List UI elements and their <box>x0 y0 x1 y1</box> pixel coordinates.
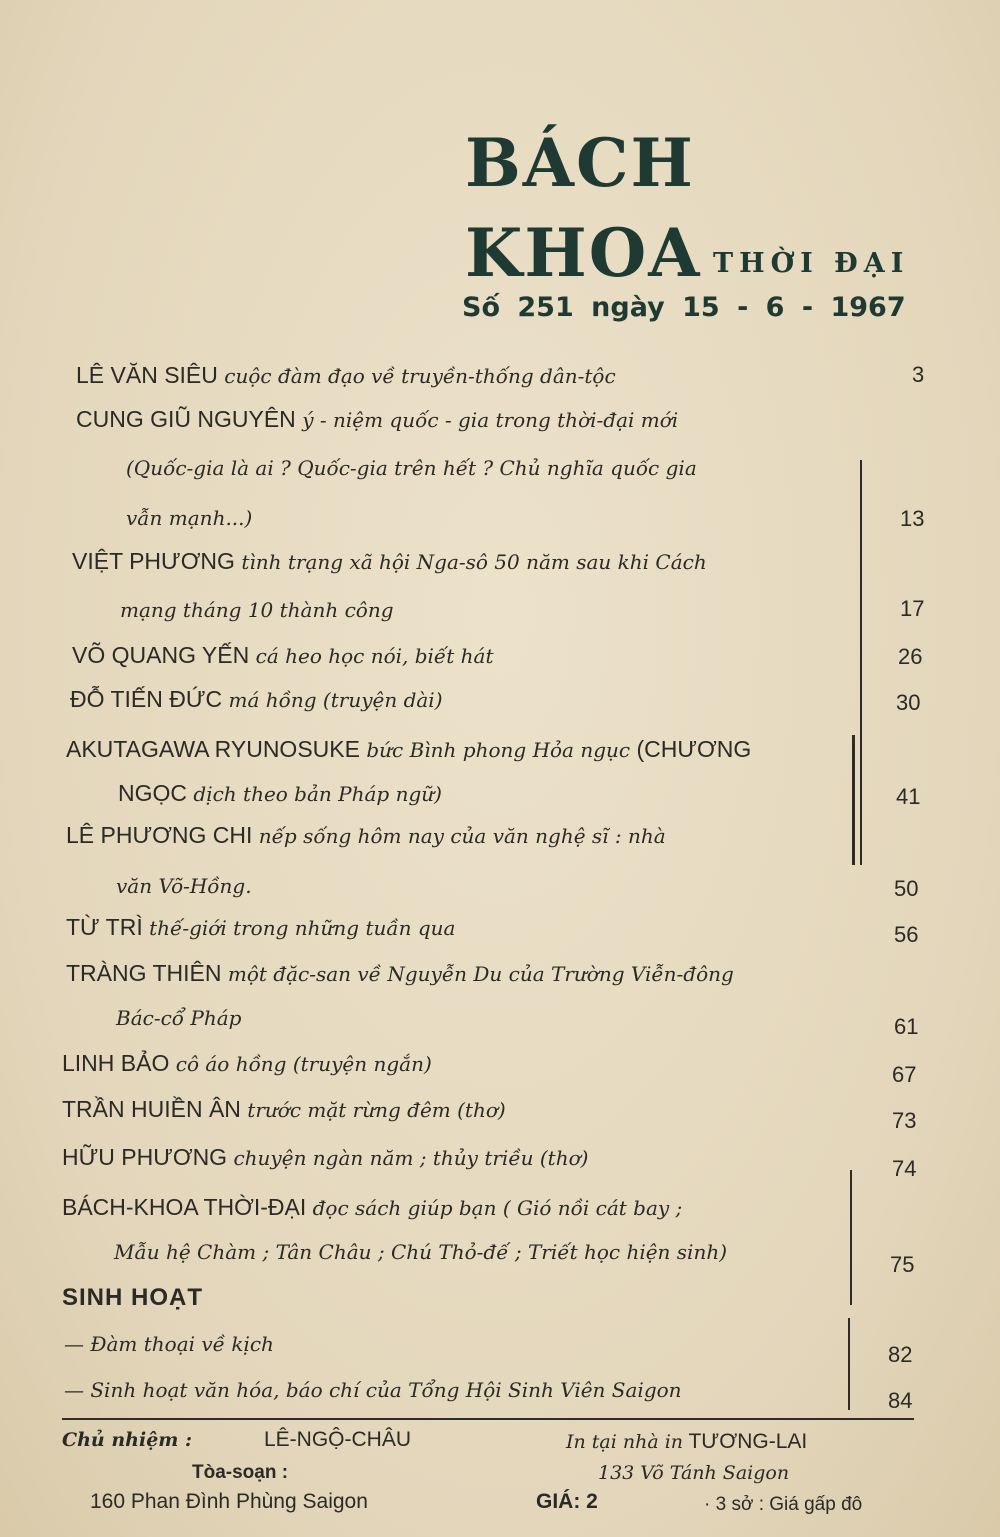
in-tai-printer: TƯƠNG-LAI <box>688 1430 808 1453</box>
toc-entry <box>76 406 678 433</box>
toc-title: thế-giới trong những tuần qua <box>149 916 456 940</box>
toc-title: cuộc đàm đạo về truyền-thống dân-tộc <box>224 364 616 388</box>
toc-continuation: (Quốc-gia là ai ? Quốc-gia trên hết ? Chủ nghĩa quốc gia <box>126 456 697 480</box>
vertical-rule <box>848 1318 850 1410</box>
toc-author: BÁCH-KHOA THỜI-ĐẠI <box>62 1194 307 1220</box>
toc-title: cá heo học nói, biết hát <box>255 644 494 668</box>
toc-entry <box>66 960 734 987</box>
toa-soan-address: 160 Phan Đình Phùng Saigon <box>90 1490 368 1513</box>
section-item-page: 82 <box>888 1342 913 1367</box>
toc-entry <box>62 1050 432 1077</box>
toc-title: cô áo hồng (truyện ngắn) <box>175 1052 432 1076</box>
toc-entry <box>66 914 455 941</box>
toc-title: má hồng (truyện dài) <box>228 688 443 712</box>
toc-author: VIỆT PHƯƠNG <box>72 548 235 574</box>
masthead-subtitle: THỜI ĐẠI <box>713 248 910 279</box>
toc-continuation <box>118 780 442 807</box>
toc-title: đọc sách giúp bạn ( Gió nồi cát bay ; <box>312 1196 683 1220</box>
issue-line: Số 251 ngày 15 - 6 - 1967 <box>462 292 906 323</box>
chu-nhiem-label: Chủ nhiệm : <box>62 1429 193 1451</box>
toc-translator: (CHƯƠNG <box>636 736 752 762</box>
toc-author: HỮU PHƯƠNG <box>62 1144 228 1170</box>
vertical-rule <box>852 735 855 865</box>
vertical-rule <box>850 1170 852 1305</box>
toc-page-number: 41 <box>896 784 921 809</box>
toc-title: ý - niệm quốc - gia trong thời-đại mới <box>302 408 679 432</box>
toc-author: CUNG GIŨ NGUYÊN <box>76 406 296 432</box>
masthead-line-2: KHOA <box>465 214 702 292</box>
price: GIÁ: 2 <box>536 1490 598 1513</box>
toc-page-number: 13 <box>900 506 925 531</box>
section-item-page: 84 <box>888 1388 913 1413</box>
toc-page-number: 61 <box>894 1014 919 1039</box>
toc-title: bức Bình phong Hỏa ngục <box>366 738 631 762</box>
toc-page-number: 75 <box>890 1252 915 1277</box>
toc-title: tình trạng xã hội Nga-sô 50 năm sau khi Cách <box>241 550 707 574</box>
toc-author: ĐỖ TIẾN ĐỨC <box>70 686 223 712</box>
toc-entry <box>62 1144 588 1171</box>
toc-entry <box>70 686 443 713</box>
masthead-line-1: BÁCH <box>465 124 695 202</box>
vertical-rule <box>860 460 862 865</box>
toc-page-number: 3 <box>912 362 925 387</box>
toc-page-number: 26 <box>898 644 923 669</box>
toc-entry <box>76 362 616 389</box>
toc-author: TRÀNG THIÊN <box>66 960 222 986</box>
toc-author: TRẦN HUIỀN ÂN <box>62 1096 241 1122</box>
toc-entry <box>66 736 751 763</box>
toc-author: AKUTAGAWA RYUNOSUKE <box>66 736 360 762</box>
toc-page-number: 30 <box>896 690 921 715</box>
toc-continuation: văn Võ-Hồng. <box>116 874 252 898</box>
price-note: · 3 sở : Giá gấp đô <box>704 1494 863 1515</box>
toc-author: TỪ TRÌ <box>66 914 143 940</box>
toc-continuation: vẫn mạnh...) <box>126 506 253 530</box>
toc-continuation: mạng tháng 10 thành công <box>120 598 394 622</box>
toc-page-number: 50 <box>894 876 919 901</box>
toc-entry <box>62 1194 682 1221</box>
in-tai-line <box>566 1430 807 1454</box>
toc-page-number: 67 <box>892 1062 917 1087</box>
section-item: — Sinh hoạt văn hóa, báo chí của Tổng Hội Sinh Viên Saigon <box>64 1378 682 1402</box>
footer-rule <box>62 1418 914 1420</box>
section-heading: SINH HOẠT <box>62 1284 203 1311</box>
masthead <box>465 124 910 292</box>
toc-continuation: Bác-cổ Pháp <box>116 1006 242 1030</box>
in-tai-label: In tại nhà in <box>566 1431 684 1453</box>
toc-title: một đặc-san về Nguyễn Du của Trường Viễn-đông <box>227 962 734 986</box>
toc-page-number: 74 <box>892 1156 917 1181</box>
toc-entry <box>62 1096 506 1123</box>
toc-author: VÕ QUANG YẾN <box>72 642 250 668</box>
toc-title: nếp sống hôm nay của văn nghệ sĩ : nhà <box>258 824 666 848</box>
toc-title: chuyện ngàn năm ; thủy triều (thơ) <box>233 1146 589 1170</box>
toc-author: LÊ VĂN SIÊU <box>76 362 218 388</box>
chu-nhiem-name: LÊ-NGỘ-CHÂU <box>264 1428 412 1451</box>
toc-page-number: 73 <box>892 1108 917 1133</box>
chu-nhiem-line <box>62 1428 192 1452</box>
toc-page-number: 17 <box>900 596 925 621</box>
toc-entry <box>72 642 493 669</box>
in-tai-address: 133 Võ Tánh Saigon <box>598 1462 790 1484</box>
toc-entry <box>66 822 666 849</box>
toc-entry <box>72 548 707 575</box>
toa-soan-label: Tòa-soạn : <box>192 1462 289 1483</box>
toc-continuation-text: dịch theo bản Pháp ngữ) <box>193 782 442 806</box>
section-item: — Đàm thoại về kịch <box>64 1332 274 1356</box>
toc-continuation: Mẫu hệ Chàm ; Tân Châu ; Chú Thỏ-đế ; Triết học hiện sinh) <box>114 1240 728 1264</box>
toc-translator-cont: NGỌC <box>118 780 187 806</box>
toc-page-number: 56 <box>894 922 919 947</box>
toc-author: LINH BẢO <box>62 1050 170 1076</box>
toc-author: LÊ PHƯƠNG CHI <box>66 822 253 848</box>
toc-title: trước mặt rừng đêm (thơ) <box>247 1098 506 1122</box>
